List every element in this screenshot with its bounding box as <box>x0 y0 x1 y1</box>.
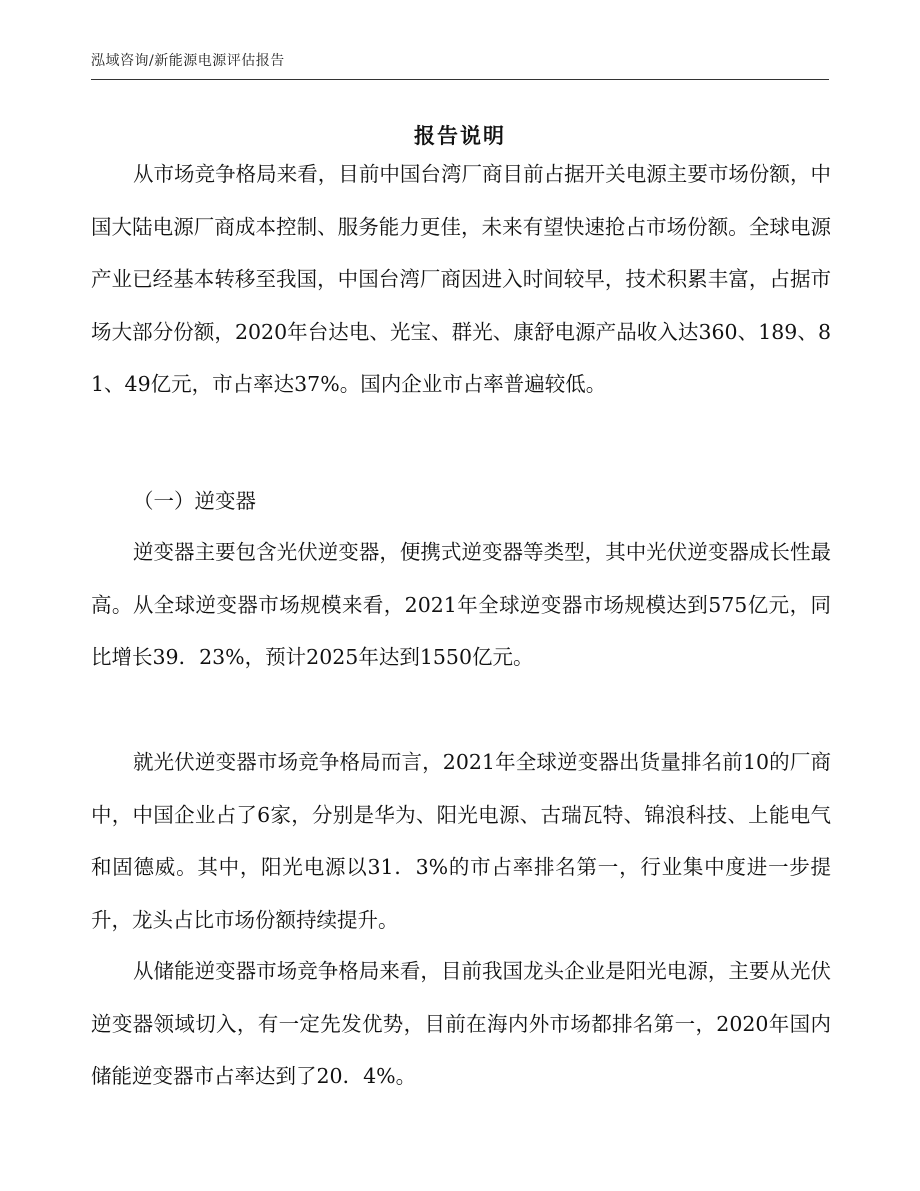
paragraph-storage-inverter-competition: 从储能逆变器市场竞争格局来看，目前我国龙头企业是阳光电源，主要从光伏逆变器领域切入，有一定先发优势，目前在海内外市场都排名第一，2020年国内储能逆变器市占率达到了20．4%。 <box>91 959 831 1088</box>
header-divider <box>91 79 829 80</box>
paragraph-pv-inverter-competition: 就光伏逆变器市场竞争格局而言，2021年全球逆变器出货量排名前10的厂商中，中国企业占了6家，分别是华为、阳光电源、古瑞瓦特、锦浪科技、上能电气和固德威。其中，阳光电源以31．3%的市占率排名第一，行业集中度进一步提升，龙头占比市场份额持续提升。 <box>91 750 831 932</box>
paragraph-inverter-market-size: 逆变器主要包含光伏逆变器，便携式逆变器等类型，其中光伏逆变器成长性最高。从全球逆变器市场规模来看，2021年全球逆变器市场规模达到575亿元，同比增长39．23%，预计2025年达到1550亿元。 <box>91 540 831 669</box>
document-title: 报告说明 <box>414 123 506 148</box>
section-heading-inverter: （一）逆变器 <box>133 489 256 513</box>
paragraph-market-overview: 从市场竞争格局来看，目前中国台湾厂商目前占据开关电源主要市场份额，中国大陆电源厂商成本控制、服务能力更佳，未来有望快速抢占市场份额。全球电源产业已经基本转移至我国，中国台湾厂商因进入时间较早，技术积累丰富，占据市场大部分份额，2020年台达电、光宝、群光、康舒电源产品收入达360、189、81、49亿元，市占率达37%。国内企业市占率普遍较低。 <box>91 162 831 396</box>
running-header: 泓域咨询/新能源电源评估报告 <box>91 53 285 69</box>
